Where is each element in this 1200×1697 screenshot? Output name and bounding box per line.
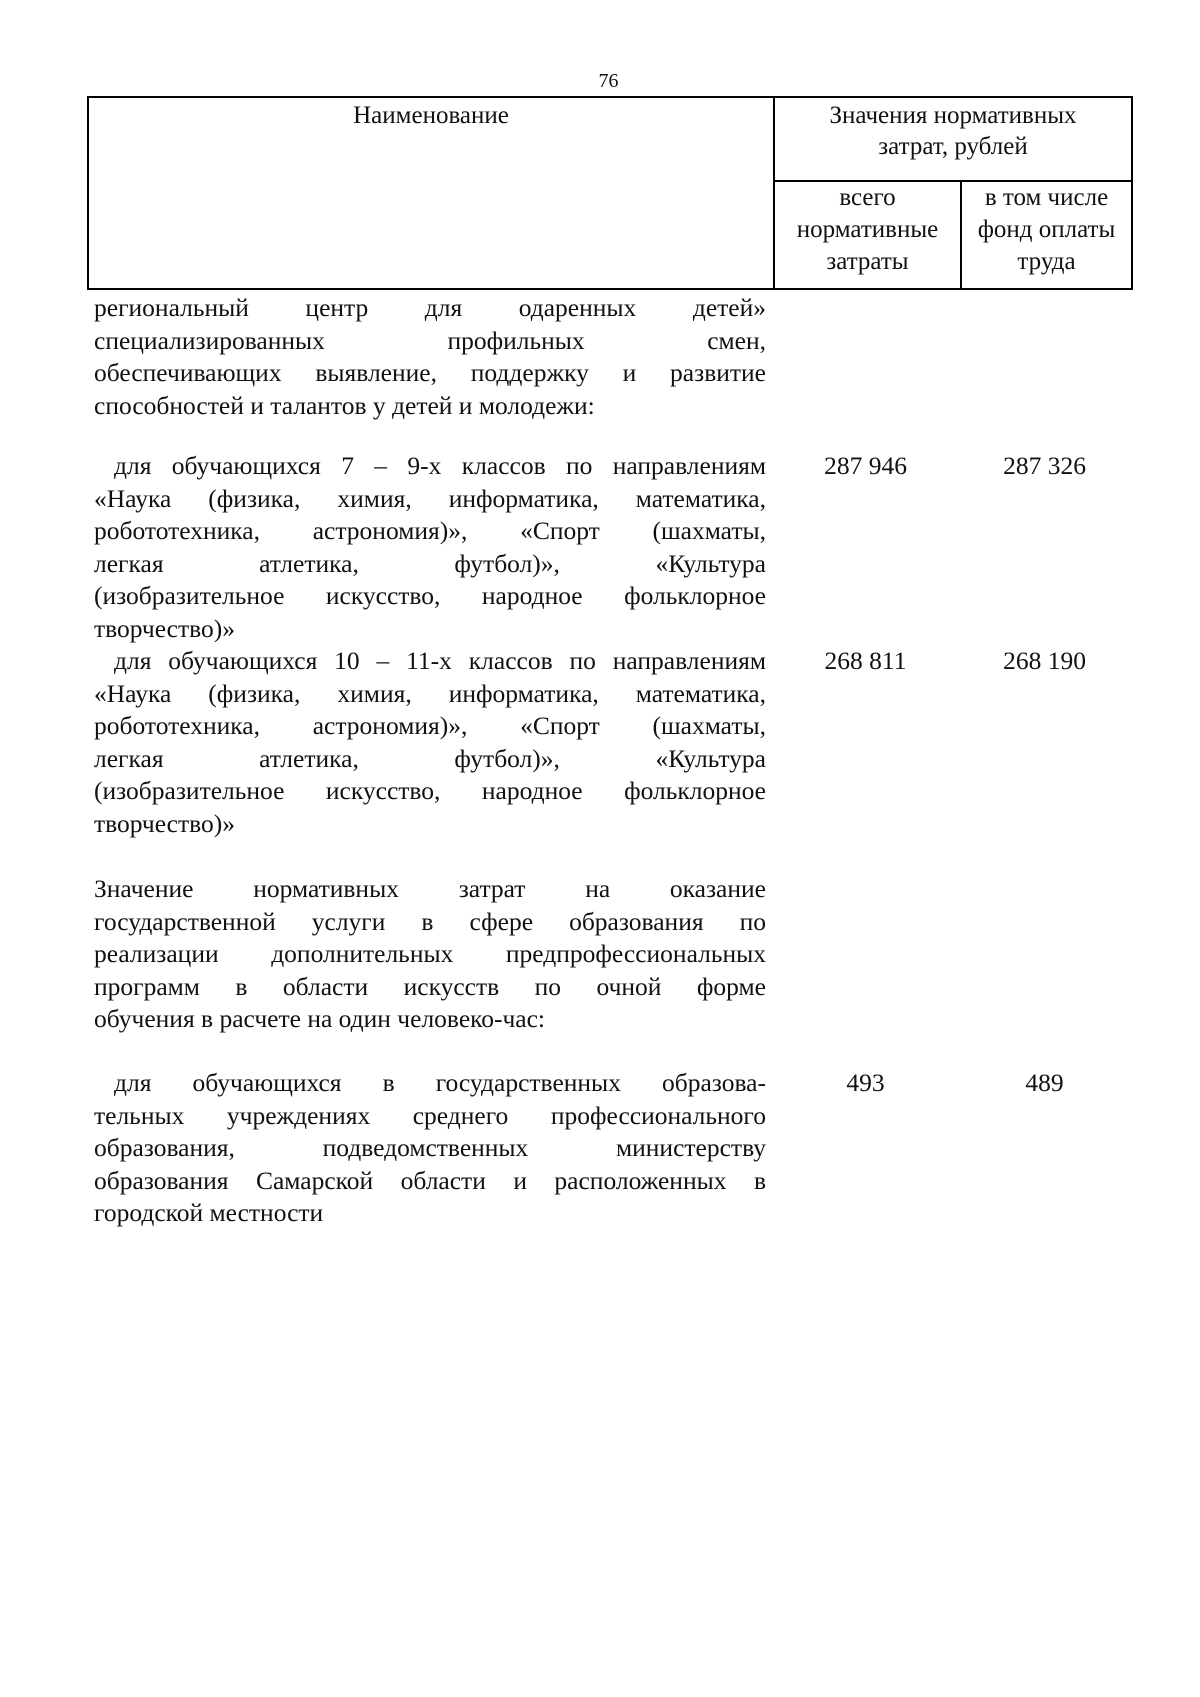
table-row: [94, 1067, 766, 1230]
continuation-paragraph: [94, 292, 766, 422]
text-line: городской местности: [94, 1198, 324, 1227]
page-number: 76: [598, 70, 619, 92]
table-row: [94, 645, 766, 840]
text-line: для обучающихся в государственных образова-: [114, 1068, 766, 1097]
section-paragraph: [94, 873, 766, 1036]
text-line: региональный центр для одаренных детей»: [94, 293, 766, 322]
table-header: [87, 96, 1133, 290]
column-header-wage: в том числе фонд оплаты труда: [977, 184, 1116, 275]
text-line: государственной услуги в сфере образования по: [94, 906, 766, 936]
text-line: легкая атлетика, футбол)», «Культура: [94, 548, 766, 578]
text-line: реализации дополнительных предпрофессиональных: [94, 939, 766, 968]
value-wage: 489: [1025, 1068, 1064, 1097]
column-header-total: всего нормативные затраты: [796, 184, 939, 275]
text-line: робототехника, астрономия)», «Спорт (шахматы,: [94, 711, 766, 740]
value-total: 493: [846, 1068, 885, 1097]
text-line: образования Самарской области и расположенных в: [94, 1165, 766, 1195]
text-line: «Наука (физика, химия, информатика, математика,: [94, 483, 766, 513]
text-line: способностей и талантов у детей и молодежи:: [94, 390, 595, 420]
text-line: Значение нормативных затрат на оказание: [94, 874, 766, 903]
value-wage: 287 326: [1003, 451, 1086, 480]
text-line: (изобразительное искусство, народное фольклорное: [94, 776, 766, 805]
text-line: специализированных профильных смен,: [94, 325, 766, 355]
text-line: «Наука (физика, химия, информатика, математика,: [94, 678, 766, 708]
column-header-name: Наименование: [353, 102, 509, 129]
text-line: творчество)»: [94, 613, 235, 643]
text-line: обеспечивающих выявление, поддержку и развитие: [94, 358, 766, 387]
table-row: [94, 450, 766, 645]
text-line: творчество)»: [94, 808, 235, 838]
text-line: тельных учреждениях среднего профессионального: [94, 1100, 766, 1130]
text-line: обучения в расчете на один человеко-час:: [94, 1004, 546, 1033]
text-line: робототехника, астрономия)», «Спорт (шахматы,: [94, 516, 766, 545]
text-line: образования, подведомственных министерству: [94, 1133, 766, 1162]
text-line: для обучающихся 7 – 9-х классов по направлениям: [114, 451, 766, 480]
value-total: 268 811: [824, 646, 907, 675]
column-header-values: Значения нормативных затрат, рублей: [829, 102, 1077, 160]
text-line: легкая атлетика, футбол)», «Культура: [94, 743, 766, 773]
value-wage: 268 190: [1003, 646, 1086, 675]
text-line: для обучающихся 10 – 11-х классов по направлениям: [114, 646, 766, 675]
value-total: 287 946: [824, 451, 907, 480]
text-line: (изобразительное искусство, народное фольклорное: [94, 581, 766, 610]
text-line: программ в области искусств по очной форме: [94, 971, 766, 1001]
